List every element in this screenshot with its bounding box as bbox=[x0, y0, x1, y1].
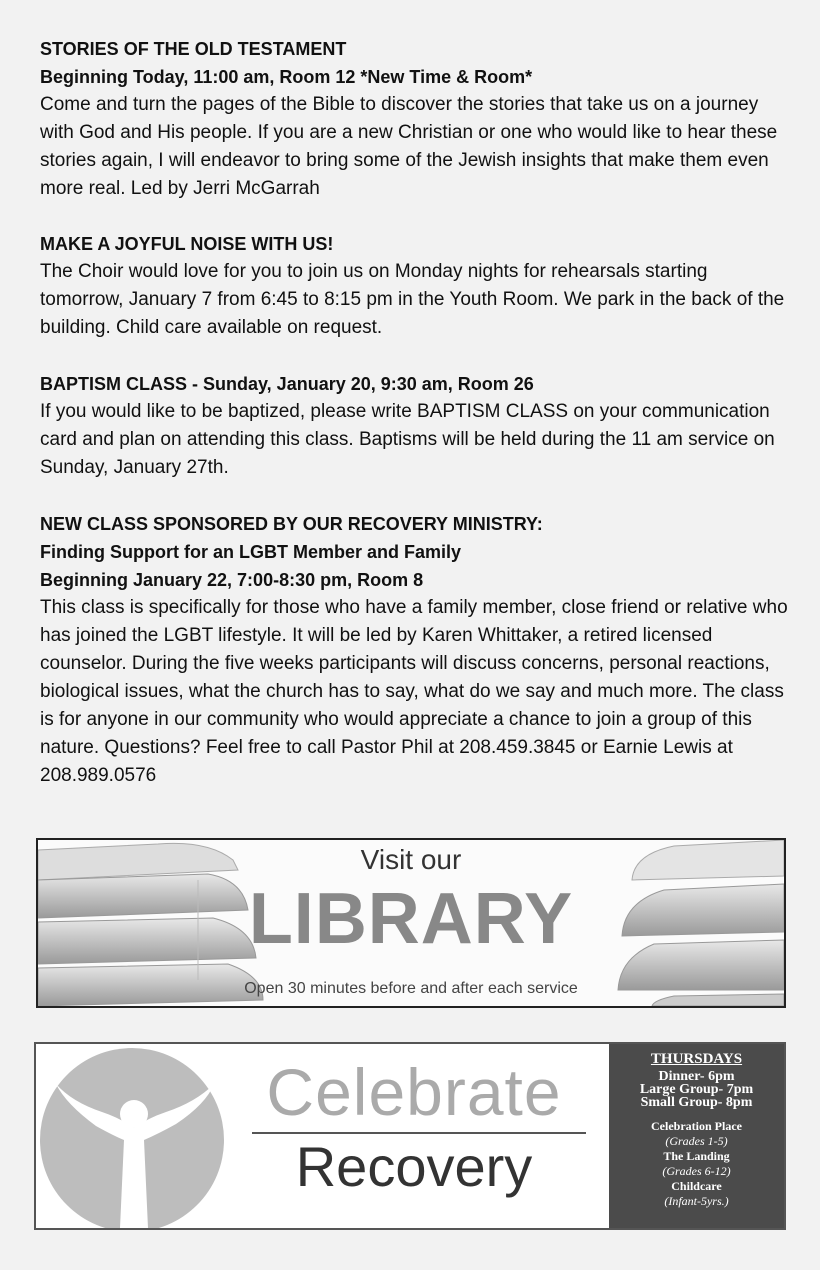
announcement-choir bbox=[40, 230, 790, 342]
location-name: Celebration Place bbox=[651, 1119, 742, 1133]
section-body: The Choir would love for you to join us on Monday nights for rehearsals starting tomorrow, January 7 from 6:45 to 8:15 pm in the Youth Room. We park in the back of the building. Child care available on request. bbox=[40, 261, 785, 338]
recovery-word: Recovery bbox=[295, 1135, 533, 1198]
announcement-baptism bbox=[40, 370, 790, 482]
schedule-panel bbox=[609, 1044, 784, 1228]
section-subtitle: Beginning Today, 11:00 am, Room 12 *New Time & Room* bbox=[40, 67, 533, 87]
schedule-item: Large Group- 7pm bbox=[639, 1082, 754, 1097]
section-title: NEW CLASS SPONSORED BY OUR RECOVERY MINISTRY: bbox=[40, 514, 543, 534]
location-name: Childcare bbox=[671, 1179, 722, 1193]
section-title: MAKE A JOYFUL NOISE WITH US! bbox=[40, 234, 334, 254]
section-subtitle: Finding Support for an LGBT Member and Family bbox=[40, 542, 462, 562]
panel-title: THURSDAYS bbox=[650, 1051, 743, 1067]
section-schedule: Beginning January 22, 7:00-8:30 pm, Room 8 bbox=[40, 570, 424, 590]
section-title: BAPTISM CLASS - Sunday, January 20, 9:30 am, Room 26 bbox=[40, 374, 534, 394]
library-visit-text: Visit our bbox=[360, 844, 462, 875]
location-name: The Landing bbox=[663, 1149, 730, 1163]
library-title: LIBRARY bbox=[248, 879, 574, 959]
location-note: (Infant-5yrs.) bbox=[664, 1194, 729, 1208]
location-note: (Grades 1-5) bbox=[665, 1134, 728, 1148]
library-hours: Open 30 minutes before and after each service bbox=[244, 980, 578, 997]
library-banner bbox=[36, 838, 786, 1008]
location-note: (Grades 6-12) bbox=[662, 1164, 731, 1178]
section-body: This class is specifically for those who have a family member, close friend or relative who has joined the LGBT lifestyle. It will be led by Karen Whittaker, a retired licensed counselor. During the five weeks participants will discuss concerns, personal reactions, biological issues, what the church has to say, what do we say and much more. The class is for anyone in our community who would appreciate a chance to join a group of this nature. Questions? Feel free to call Pastor Phil at 208.459.3845 or Earnie Lewis at 208.989.0576 bbox=[40, 597, 788, 786]
schedule-item: Small Group- 8pm bbox=[640, 1095, 753, 1110]
person-arms-raised-icon bbox=[36, 1044, 236, 1228]
section-body: Come and turn the pages of the Bible to discover the stories that take us on a journey with God and His people. If you are a new Christian or one who would like to hear these stories again, I will endeavor to bring some of the Jewish insights that make them even more real. Led by Jerri McGarrah bbox=[40, 94, 778, 199]
celebrate-word: Celebrate bbox=[266, 1055, 562, 1129]
schedule-item: Dinner- 6pm bbox=[658, 1069, 735, 1084]
section-title: STORIES OF THE OLD TESTAMENT bbox=[40, 39, 347, 59]
announcement-recovery-class bbox=[40, 510, 790, 790]
section-body: If you would like to be baptized, please write BAPTISM CLASS on your communication card and plan on attending this class. Baptisms will be held during the 11 am service on Sunday, January 27th. bbox=[40, 401, 775, 478]
celebrate-recovery-banner bbox=[34, 1042, 786, 1230]
announcement-old-testament bbox=[40, 35, 790, 203]
